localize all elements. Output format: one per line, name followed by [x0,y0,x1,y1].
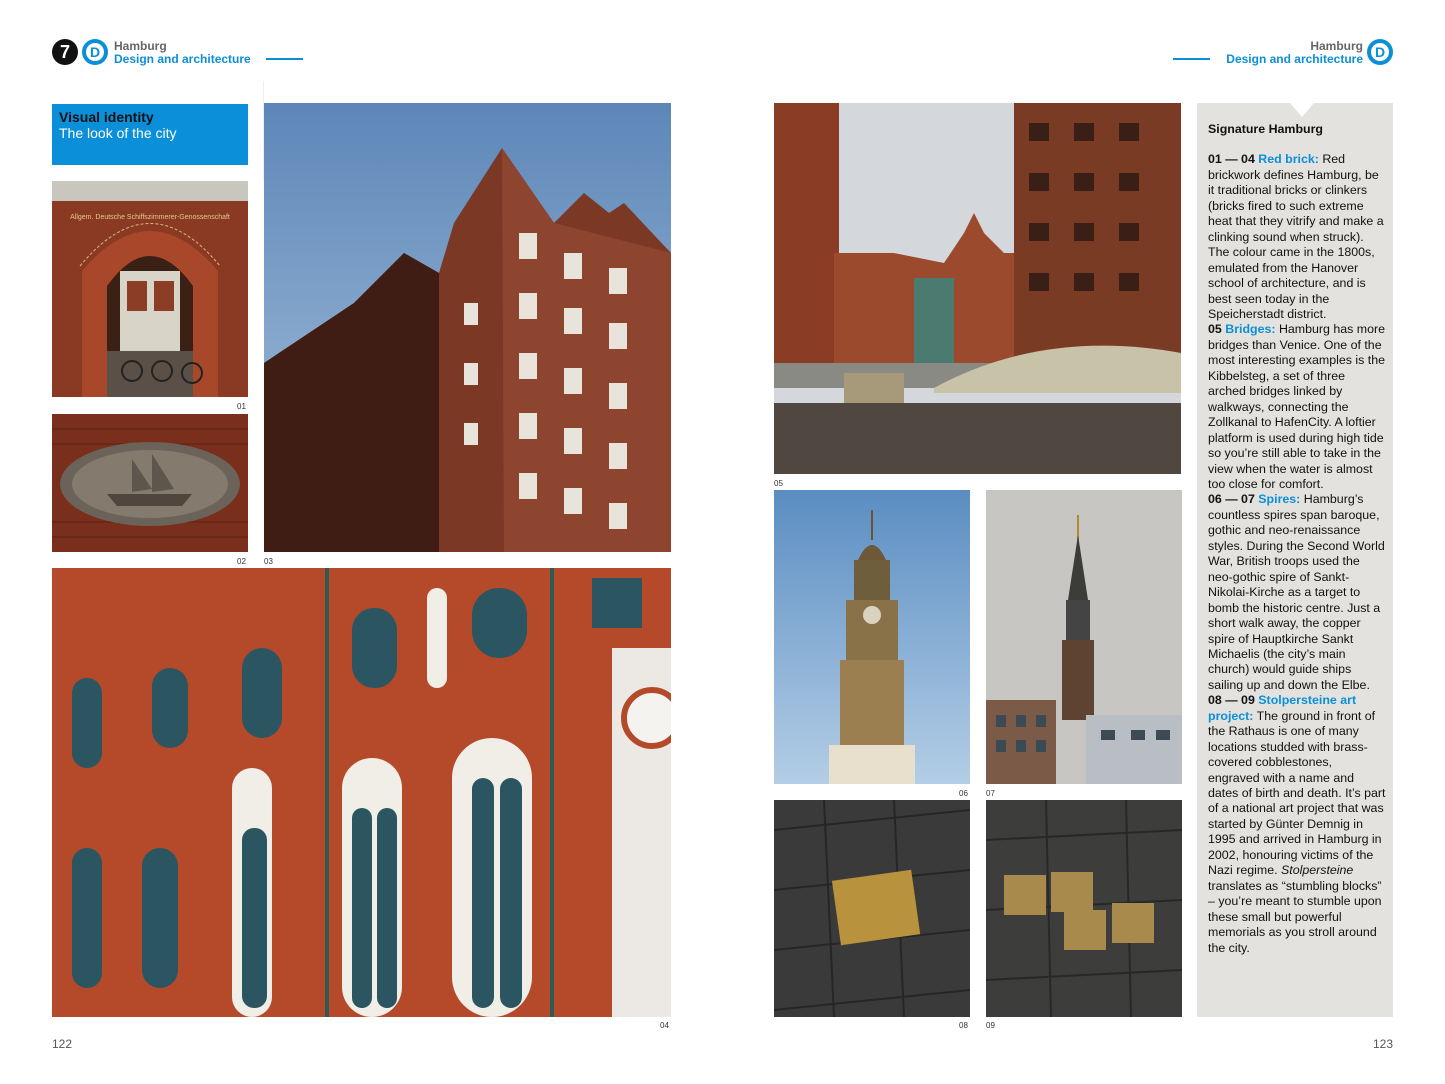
caption-04: 04 [660,1021,669,1030]
section-letter: D [86,43,104,61]
header-rule [266,58,303,60]
photo-09-stolpersteine [986,800,1182,1017]
s3-text: Hamburg’s countless spires span baroque, gothic and neo-renaissance styles. During the Second World War, British troops used the neo-gothic spire of Sankt-Nikolai-Kirche as a target to bomb the historic centre. Just a short walk away, the copper spire of Hauptkirche Sankt Michaelis (the city’s main church) would guide ships sailing up and down the Elbe. [1208,492,1385,692]
header-city: Hamburg [114,39,167,53]
caption-05: 05 [774,479,783,488]
photo-03-gabled-building [264,103,671,552]
sidebar-heading: Signature Hamburg [1208,122,1323,136]
caption-08: 08 [959,1021,968,1030]
photo-07-spire [986,490,1182,784]
photo-04-brick-facade [52,568,671,1017]
section-letter-right: D [1371,43,1389,61]
s2-num: 05 [1208,322,1222,337]
s1-label: Red brick: [1258,152,1319,167]
header-section: Design and architecture [114,52,251,66]
s1-text: Red brickwork defines Hamburg, be it traditional bricks or clinkers (bricks fired to such extreme heat that they vitrify and make a clinking sound when struck). The colour came in the 1800s, emulated from the Hanover school of architecture, and is best seen today in the Speicherstadt district. [1208,152,1384,321]
s4-text: The ground in front of the Rathaus is one of many locations studded with brass-covered cobblestones, engraved with a name and dates of birth and death. It’s part of a national art project that was started by Günter Demnig in 1995 and arrived in Hamburg in 2002, honouring victims of the Nazi regime. [1208,708,1386,878]
section-badge-icon [82,39,108,65]
visual-identity-title: Visual identity [59,109,154,125]
s4-tail: translates as “stumbling blocks” – you’re meant to stumble upon these small but powerful memorials as you stroll around the city. [1208,878,1382,955]
s3-num: 06 — 07 [1208,492,1255,507]
caption-03: 03 [264,557,273,566]
s3-label: Spires: [1258,492,1301,507]
s4-italic: Stolpersteine [1281,863,1354,878]
chapter-number: 7 [59,41,70,62]
photo-02-relief [52,414,248,552]
photo-08-stolperstein [774,800,970,1017]
header-city-right: Hamburg [1310,39,1363,53]
caption-09: 09 [986,1021,995,1030]
sidebar-notch [1290,103,1314,117]
header-rule-right [1173,58,1210,60]
arch-inscription: Allgem. Deutsche Schiffszimmerer-Genossenschaft [70,214,230,221]
s2-text: Hamburg has more bridges than Venice. One of the most interesting examples is the Kibbelsteg, a set of three arched bridges linked by walkways, connecting the Zollkanal to HafenCity. A loftier platform is used during high tide so you’re still able to take in the view when the water is almost too close for comfort. [1208,322,1386,491]
caption-07: 07 [986,789,995,798]
chapter-number-badge [52,39,78,65]
s1-num: 01 — 04 [1208,152,1255,167]
caption-06: 06 [959,789,968,798]
s4-label: Stolpersteine art project: [1208,693,1357,723]
s2-label: Bridges: [1225,322,1276,337]
caption-01: 01 [237,402,246,411]
photo-05-speicherstadt [774,103,1181,474]
sidebar-text [1208,122,1386,956]
photo-06-michaelis-tower [774,490,970,784]
header-section-right: Design and architecture [1226,52,1363,66]
page-number-right: 123 [1372,1037,1393,1051]
s4-num: 08 — 09 [1208,693,1255,708]
visual-identity-subtitle: The look of the city [59,125,177,141]
page-number-left: 122 [52,1037,73,1051]
caption-02: 02 [237,557,246,566]
photo-01-archway [52,181,248,397]
section-badge-icon-right [1367,39,1393,65]
visual-identity-box [52,104,248,165]
